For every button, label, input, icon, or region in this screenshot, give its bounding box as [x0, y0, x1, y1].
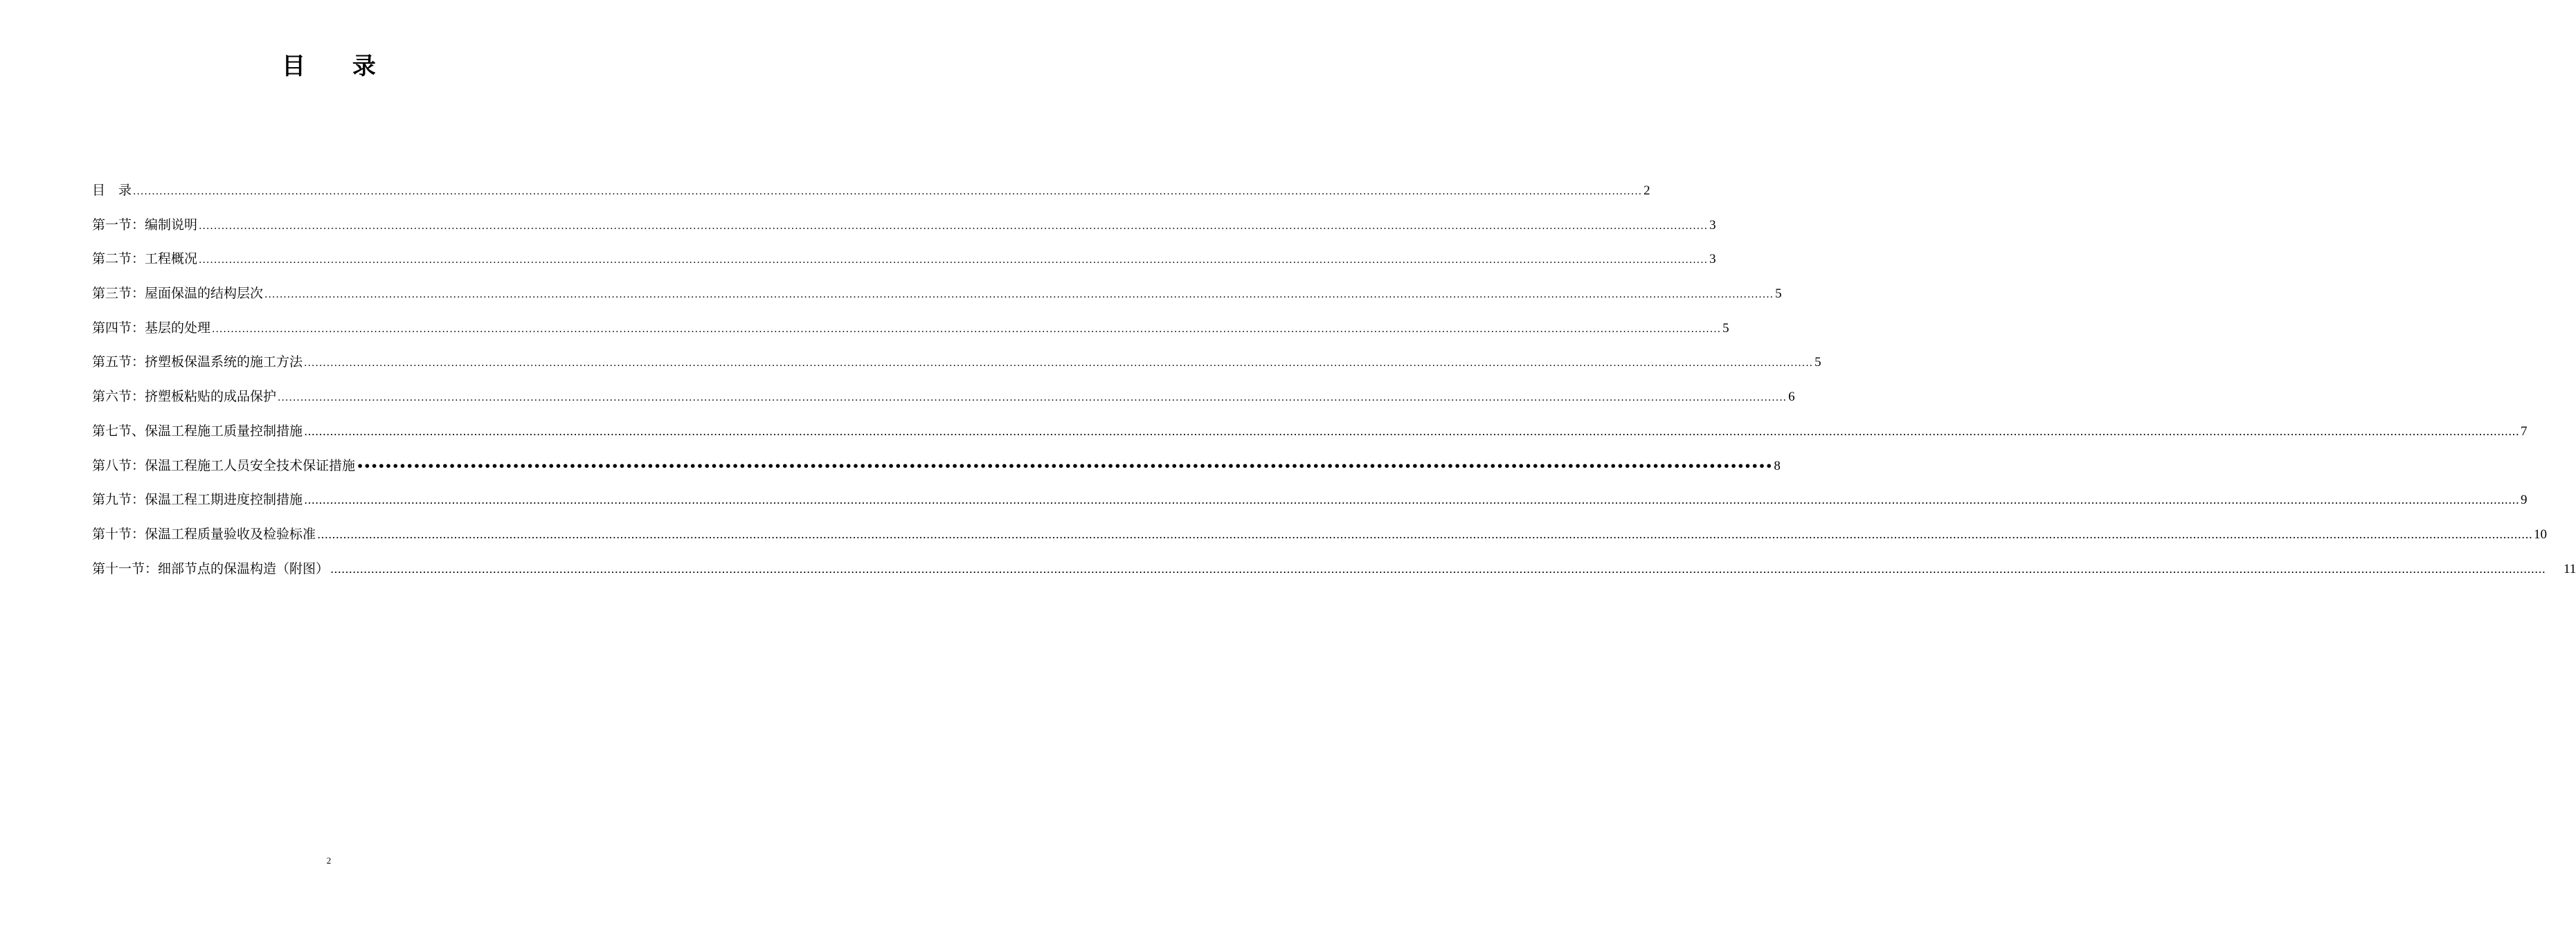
toc-leader-dots: ................................................................................................................................................................................................................................................................................................................................................................................................................ [304, 358, 1814, 370]
toc-entry-section-8[interactable] [92, 455, 1781, 490]
toc-entry-label: 第八节：保温工程施工人员安全技术保证措施 [92, 457, 356, 473]
toc-entry-section-6[interactable] [92, 386, 1795, 421]
toc-entry-page: 10 [2534, 527, 2548, 542]
toc-entry-label: 第一节：编制说明 [92, 217, 198, 232]
toc-entry-label: 第二节：工程概况 [92, 251, 198, 267]
toc-entry-section-11[interactable] [92, 558, 2576, 593]
toc-entry-section-1[interactable] [92, 215, 1716, 249]
toc-entry-section-5[interactable] [92, 352, 1821, 386]
toc-entry-page: 6 [1788, 390, 1795, 405]
toc-leader-dots: ................................................................................................................................................................................................................................................................................................................................................................................................................ [212, 323, 1722, 335]
toc-entry-label: 第七节、保温工程施工质量控制措施 [92, 423, 303, 439]
toc-leader-dots: ................................................................................................................................................................................................................................................................................................................................................................................................................ [199, 255, 1709, 266]
toc-leader-dots: …………………………………………………………………………………………………………………………………………………………………………………………………………………………………………………………………………………………………………………………………………………………………………………………………………………………………………………………………………………………………………………………………………………… [330, 562, 2546, 576]
toc-entry-contents[interactable] [92, 180, 1650, 215]
toc-leader-dots: …………………………………………………………………………………………………………………………………………………………………………………………………………………………………………………………………………………………………………………………………………………………………………………………………………………………………………………………………………………………………………………………………………………… [304, 493, 2520, 507]
page-number: 2 [326, 855, 332, 866]
toc-entry-section-10[interactable] [92, 524, 2548, 558]
table-of-contents [92, 180, 2576, 592]
toc-entry-section-4[interactable] [92, 318, 1729, 352]
toc-entry-page: 7 [2521, 423, 2528, 439]
toc-entry-page: 5 [1775, 286, 1782, 302]
toc-entry-label: 目 录 [92, 183, 132, 198]
toc-entry-label: 第九节：保温工程工期进度控制措施 [92, 492, 303, 508]
page-title: 目 录 [282, 53, 395, 80]
toc-entry-page: 3 [1709, 217, 1716, 232]
toc-entry-page: 8 [1774, 458, 1781, 473]
toc-leader-dots: •••••••••••••••••••••••••••••••••••••••••••••••••••••••••••••••••••••••••••••••••••••••••••••••••••••••••••••••••••••••••••••••••••••••••••••••••••••••••••••••••••••••••••••••••••••••••••••••••••••••• [357, 459, 1773, 473]
toc-leader-dots: ................................................................................................................................................................................................................................................................................................................................................................................................................ [199, 220, 1709, 232]
toc-entry-section-2[interactable] [92, 248, 1716, 283]
toc-entry-section-7[interactable] [92, 421, 2528, 455]
toc-entry-label: 第三节：屋面保温的结构层次 [92, 286, 264, 302]
toc-leader-dots: ................................................................................................................................................................................................................................................................................................................................................................................................................ [264, 289, 1774, 301]
toc-leader-dots: ................................................................................................................................................................................................................................................................................................................................................................................................................ [278, 392, 1787, 404]
toc-entry-label: 第五节：挤塑板保温系统的施工方法 [92, 354, 303, 370]
toc-leader-dots: ................................................................................................................................................................................................................................................................................................................................................................................................................ [133, 186, 1643, 197]
toc-entry-label: 第四节：基层的处理 [92, 320, 211, 336]
toc-entry-page: 5 [1814, 355, 1821, 370]
toc-entry-section-3[interactable] [92, 283, 1782, 318]
toc-leader-dots: …………………………………………………………………………………………………………………………………………………………………………………………………………………………………………………………………………………………………………………………………………………………………………………………………………………………………………………………………………………………………………………………………………………… [304, 424, 2520, 438]
toc-entry-page: 5 [1722, 320, 1729, 336]
toc-leader-dots: …………………………………………………………………………………………………………………………………………………………………………………………………………………………………………………………………………………………………………………………………………………………………………………………………………………………………………………………………………………………………………………………………………………… [317, 527, 2533, 541]
toc-entry-page: 9 [2521, 493, 2528, 508]
toc-entry-label: 第十节：保温工程质量验收及检验标准 [92, 526, 316, 542]
toc-entry-label: 第十一节：细部节点的保温构造（附图） [92, 560, 330, 576]
toc-entry-page: 3 [1709, 252, 1716, 267]
toc-entry-label: 第六节：挤塑板粘贴的成品保护 [92, 389, 277, 405]
toc-entry-page: 2 [1643, 183, 1650, 198]
toc-entry-page: 11 [2564, 561, 2576, 576]
toc-entry-section-9[interactable] [92, 489, 2528, 524]
